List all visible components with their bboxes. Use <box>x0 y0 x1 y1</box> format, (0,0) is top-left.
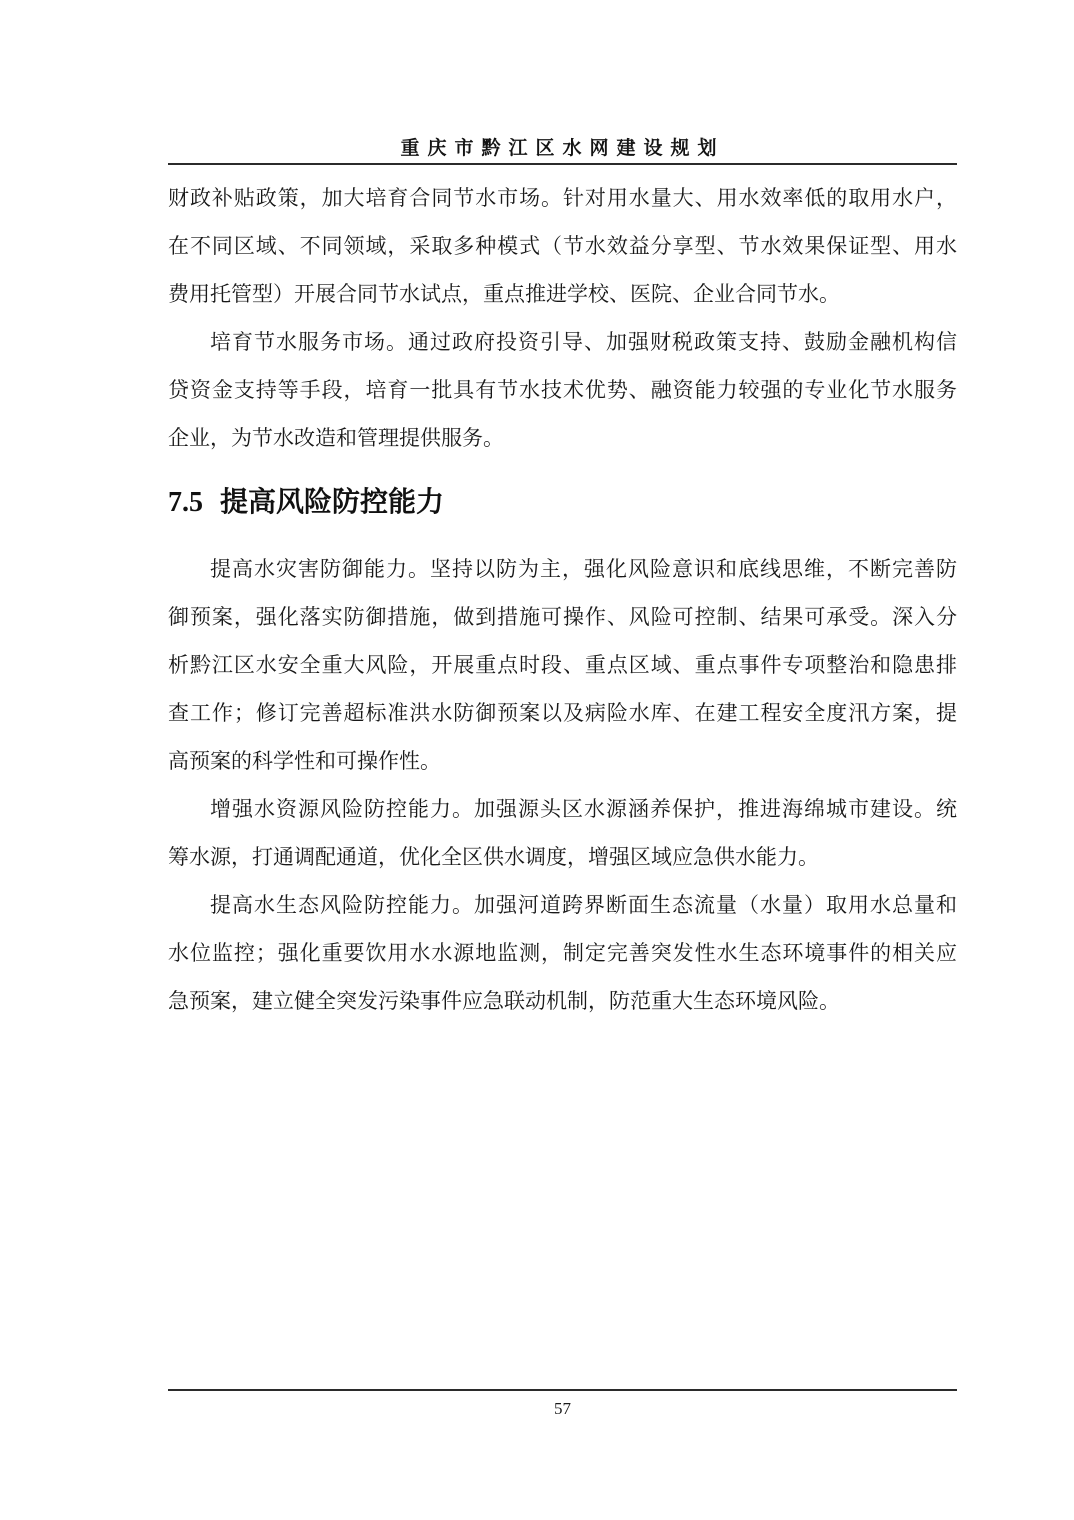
paragraph-flood-defense <box>168 545 957 785</box>
body-line: 御预案，强化落实防御措施，做到措施可操作、风险可控制、结果可承受。深入分 <box>168 605 957 629</box>
body-line: 急预案，建立健全突发污染事件应急联动机制，防范重大生态环境风险。 <box>168 989 840 1013</box>
section-title: 提高风险防控能力 <box>220 486 445 517</box>
paragraph-water-saving-service-market <box>168 318 957 462</box>
body-line: 提高水灾害防御能力。坚持以防为主，强化风险意识和底线思维，不断完善防 <box>210 557 957 581</box>
paragraph-water-resource-risk <box>168 785 957 881</box>
body-line: 查工作；修订完善超标准洪水防御预案以及病险水库、在建工程安全度汛方案，提 <box>168 701 957 725</box>
header-rule <box>168 163 957 165</box>
section-number: 7.5 <box>168 487 203 518</box>
body-line: 贷资金支持等手段，培育一批具有节水技术优势、融资能力较强的专业化节水服务 <box>168 378 957 402</box>
body-line: 培育节水服务市场。通过政府投资引导、加强财税政策支持、鼓励金融机构信 <box>210 330 957 354</box>
body-line: 提高水生态风险防控能力。加强河道跨界断面生态流量（水量）取用水总量和 <box>210 893 957 917</box>
paragraph-water-ecology-risk <box>168 881 957 1025</box>
body-line: 析黔江区水安全重大风险，开展重点时段、重点区域、重点事件专项整治和隐患排 <box>168 653 957 677</box>
page-header-title: 重庆市黔江区水网建设规划 <box>400 138 725 159</box>
body-line: 增强水资源风险防控能力。加强源头区水源涵养保护，推进海绵城市建设。统 <box>210 797 957 821</box>
body-line: 水位监控；强化重要饮用水水源地监测，制定完善突发性水生态环境事件的相关应 <box>168 941 957 965</box>
body-line: 筹水源，打通调配通道，优化全区供水调度，增强区域应急供水能力。 <box>168 845 819 869</box>
body-line: 在不同区域、不同领域，采取多种模式（节水效益分享型、节水效果保证型、用水 <box>168 234 957 258</box>
paragraph-contract-water-saving <box>168 174 957 318</box>
body-line: 费用托管型）开展合同节水试点，重点推进学校、医院、企业合同节水。 <box>168 282 840 306</box>
page-number: 57 <box>554 1399 571 1418</box>
body-line: 财政补贴政策，加大培育合同节水市场。针对用水量大、用水效率低的取用水户， <box>168 186 957 210</box>
body-line: 高预案的科学性和可操作性。 <box>168 749 441 773</box>
footer-rule <box>168 1389 957 1391</box>
body-line: 企业，为节水改造和管理提供服务。 <box>168 426 504 450</box>
document-body <box>168 174 957 1025</box>
section-heading <box>168 478 957 527</box>
